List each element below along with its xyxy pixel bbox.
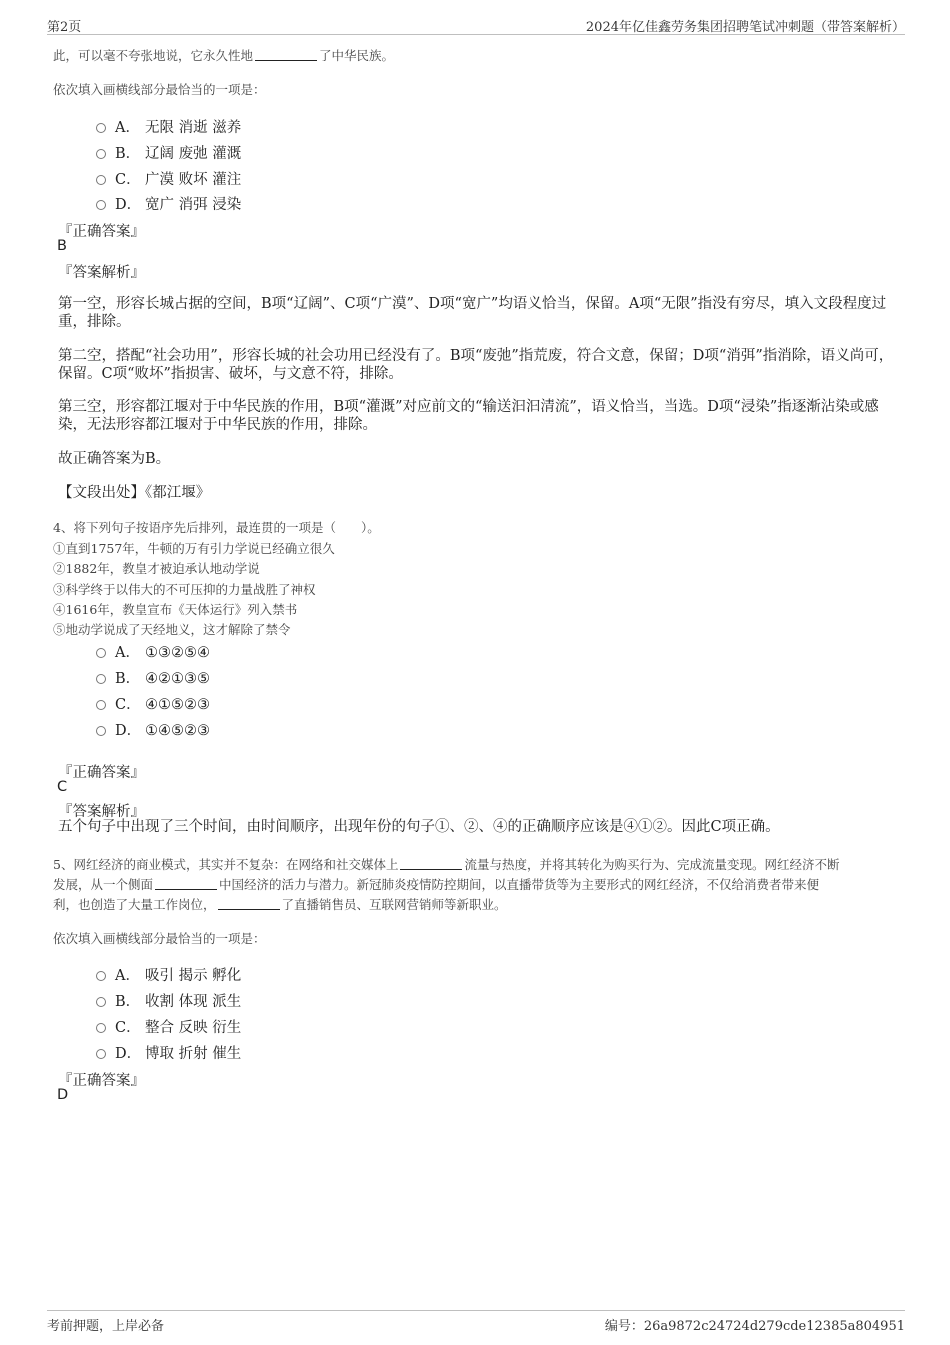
radio-icon[interactable]: [96, 1049, 106, 1059]
q3-option-a[interactable]: [96, 116, 241, 136]
option-text: 整合 反映 衍生: [145, 1020, 242, 1036]
option-letter: A．: [115, 968, 140, 984]
radio-icon[interactable]: [96, 726, 106, 736]
q5-stem-3a: 利，也创造了大量工作岗位，: [53, 897, 216, 912]
q4-answer-label: 『正确答案』: [58, 765, 145, 781]
q5-stem-line1: [53, 855, 839, 873]
option-letter: B．: [115, 146, 141, 162]
radio-icon[interactable]: [96, 700, 106, 710]
q4-answer: C: [57, 779, 68, 795]
page-footer: [47, 1310, 905, 1334]
q3-answer-label: 『正确答案』: [58, 224, 145, 240]
q3-source: 【文段出处】《都江堰》: [58, 485, 211, 501]
q4-sentence-2: ②1882年，教皇才被迫承认地动学说: [53, 561, 260, 576]
option-letter: C．: [115, 1020, 141, 1036]
document-id: 编号：26a9872c24724d279cde12385a804951: [604, 1319, 905, 1334]
radio-icon[interactable]: [96, 1023, 106, 1033]
radio-icon[interactable]: [96, 123, 106, 133]
q5-answer: D: [57, 1087, 69, 1103]
option-text: 宽广 消弭 浸染: [145, 197, 242, 213]
q3-analysis-p4: 故正确答案为B。: [58, 451, 171, 467]
option-letter: D．: [115, 723, 142, 739]
footer-slogan: 考前押题，上岸必备: [47, 1319, 165, 1334]
option-text: ④②①③⑤: [145, 671, 210, 687]
option-letter: B．: [115, 671, 141, 687]
option-text: 博取 折射 催生: [145, 1046, 242, 1062]
fill-blank: [155, 877, 217, 890]
radio-icon[interactable]: [96, 674, 106, 684]
option-text: ①③②⑤④: [145, 645, 210, 661]
q5-answer-label: 『正确答案』: [58, 1073, 145, 1089]
option-letter: B．: [115, 994, 141, 1010]
page-header: [47, 14, 905, 35]
q3-option-c[interactable]: [96, 168, 241, 188]
option-text: 无限 消逝 滋养: [145, 120, 242, 136]
option-letter: D．: [115, 1046, 142, 1062]
q4-option-a[interactable]: [96, 641, 210, 661]
option-letter: C．: [115, 697, 141, 713]
q5-option-a[interactable]: [96, 964, 241, 984]
option-text: 广漠 败坏 灌注: [145, 172, 242, 188]
radio-icon[interactable]: [96, 971, 106, 981]
q3-analysis-p1: 第一空，形容长城占据的空间，B项“辽阔”、C项“广漠”、D项“宽广”均语义恰当，保留。A项“无限”指没有穷尽，填入文段程度过重，排除。: [58, 296, 887, 330]
radio-icon[interactable]: [96, 149, 106, 159]
option-text: ④①⑤②③: [145, 697, 210, 713]
q5-stem-1b: 流量与热度，并将其转化为购买行为、完成流量变现。网红经济不断: [464, 857, 840, 872]
option-text: ①④⑤②③: [145, 723, 210, 739]
q3-prompt: 依次填入画横线部分最恰当的一项是：: [53, 82, 266, 97]
option-text: 收割 体现 派生: [145, 994, 242, 1010]
q3-analysis-label: 『答案解析』: [58, 265, 145, 281]
q5-stem-line2: [53, 875, 819, 893]
q4-option-b[interactable]: [96, 667, 210, 687]
fill-blank: [255, 48, 317, 61]
option-text: 辽阔 废弛 灌溉: [145, 146, 242, 162]
q5-stem-line3: [53, 895, 507, 913]
radio-icon[interactable]: [96, 175, 106, 185]
q3-answer: B: [57, 238, 67, 254]
q3-intro-text-a: 此，可以毫不夸张地说，它永久性地: [53, 48, 254, 63]
q5-stem-2b: 中国经济的活力与潜力。新冠肺炎疫情防控期间，以直播带货等为主要形式的网红经济，不仅给消费者带来便: [219, 877, 820, 892]
q5-prompt: 依次填入画横线部分最恰当的一项是：: [53, 931, 266, 946]
q5-option-b[interactable]: [96, 990, 241, 1010]
q4-sentence-5: ⑤地动学说成了天经地义，这才解除了禁令: [53, 622, 291, 637]
option-letter: A．: [115, 120, 140, 136]
q4-sentence-3: ③科学终于以伟大的不可压抑的力量战胜了神权: [53, 582, 316, 597]
q4-option-d[interactable]: [96, 719, 210, 739]
q4-analysis: 五个句子中出现了三个时间，由时间顺序，出现年份的句子①、②、④的正确顺序应该是④①②。因此C项正确。: [58, 819, 780, 835]
q4-option-c[interactable]: [96, 693, 210, 713]
q4-analysis-label: 『答案解析』: [58, 804, 145, 820]
q5-stem-1a: 5、网红经济的商业模式，其实并不复杂：在网络和社交媒体上: [53, 857, 399, 872]
q5-option-c[interactable]: [96, 1016, 241, 1036]
fill-blank: [218, 897, 280, 910]
q3-option-b[interactable]: [96, 142, 241, 162]
q3-analysis-p3: 第三空，形容都江堰对于中华民族的作用，B项“灌溉”对应前文的“输送汩汩清流”，语义恰当，当选。D项“浸染”指逐渐沾染或感染，无法形容都江堰对于中华民族的作用，排除。: [58, 399, 879, 433]
option-text: 吸引 揭示 孵化: [145, 968, 242, 984]
q5-stem-2a: 发展，从一个侧面: [53, 877, 154, 892]
option-letter: D．: [115, 197, 142, 213]
q3-option-d[interactable]: [96, 193, 241, 213]
fill-blank: [400, 857, 462, 870]
q4-sentence-1: ①直到1757年，牛顿的万有引力学说已经确立很久: [53, 541, 335, 556]
page-number: 第2页: [47, 20, 82, 35]
q4-stem: 4、将下列句子按语序先后排列，最连贯的一项是（ ）。: [53, 520, 380, 535]
radio-icon[interactable]: [96, 200, 106, 210]
document-title: 2024年亿佳鑫劳务集团招聘笔试冲刺题（带答案解析）: [585, 20, 905, 35]
option-letter: C．: [115, 172, 141, 188]
q4-sentence-4: ④1616年，教皇宣布《天体运行》列入禁书: [53, 602, 298, 617]
q3-intro-text-b: 了中华民族。: [319, 48, 395, 63]
q5-stem-3b: 了直播销售员、互联网营销师等新职业。: [281, 897, 507, 912]
q5-option-d[interactable]: [96, 1042, 241, 1062]
option-letter: A．: [115, 645, 140, 661]
radio-icon[interactable]: [96, 648, 106, 658]
q3-analysis-p2: 第二空，搭配“社会功用”，形容长城的社会功用已经没有了。B项“废弛”指荒废，符合文意，保留；D项“消弭”指消除，语义尚可，保留。C项“败坏”指损害、破坏，与文意不符，排除。: [58, 348, 894, 382]
q3-intro: [53, 46, 898, 64]
radio-icon[interactable]: [96, 997, 106, 1007]
